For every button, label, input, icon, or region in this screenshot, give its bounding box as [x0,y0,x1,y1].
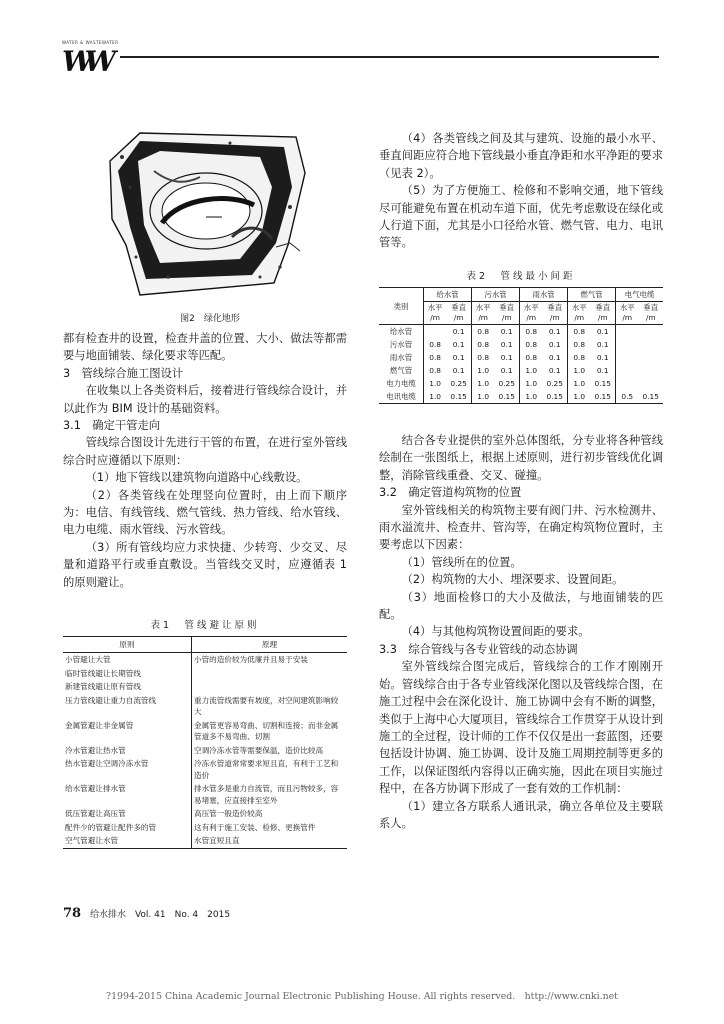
table2-value-cell: 0.25 [446,377,471,390]
table2-value-cell: 0.15 [494,390,519,404]
table1-reason-cell: 小管的造价较为低廉并且易于安装 [194,655,308,664]
table2-value-cell: 0.8 [477,340,490,349]
table2-value-cell: 0.15 [446,390,471,404]
table2-group-header: 给水管 [424,288,472,302]
logo-caption: WATER & WASTEWATER [62,40,119,45]
table2-value-cell: 0.15 [638,390,663,404]
table2-row [379,338,663,351]
table2-value-cell: 0.8 [525,353,538,362]
right-column-top [379,130,663,252]
table1-row [63,757,347,782]
table2-value-cell: 0.8 [477,353,490,362]
table2-value-cell: 0.1 [542,351,567,364]
right-paragraph-6: （1）建立各方联系人通讯录，确立各单位及主要联系人。 [379,799,663,830]
table1-reason-cell [192,667,348,681]
table2-row [379,364,663,377]
table1-reason-cell: 高压管一般造价较高 [194,809,263,818]
table2-value-cell [616,325,639,339]
table2-value-cell: 0.1 [542,338,567,351]
table2-value-cell: 1.0 [472,390,495,404]
table2-value-cell: 1.0 [573,379,586,388]
table2-value-cell: 0.1 [446,325,471,339]
table1-row [63,744,347,758]
figure-terrain-drawing [100,127,312,305]
table2-value-cell: 0.1 [494,364,519,377]
table1-reason-cell: 冷冻水管道常常要求短且直，有利于工艺和造价 [194,759,339,780]
right-column-bottom [379,432,663,832]
table1-caption: 表1 管线避让原则 [150,620,260,631]
table2-value-cell: 0.1 [542,325,567,339]
table2-value-cell: 0.8 [525,327,538,336]
table2-row-label: 给水管 [379,325,424,339]
table2 [379,287,663,404]
table2-value-cell: 0.8 [477,327,490,336]
table2-value-cell: 0.1 [494,338,519,351]
table2-value-cell: 0.8 [573,327,586,336]
right-list-item-2: （2）构筑物的大小、埋深要求、设置间距。 [401,573,624,587]
table2-value-cell: 1.0 [477,366,490,375]
table1-row [63,653,347,667]
right-paragraph-3: 结合各专业提供的室外总体图纸，分专业将各种管线绘制在一张图纸上，根据上述原则，进行初步管线优化调整，消除管线重叠、交叉、碰撞。 [379,434,663,482]
journal-info: 给水排水 Vol. 41 No. 4 2015 [89,910,231,920]
table1-reason-cell: 排水管多是重力自流管，而且污物较多，容易堵塞，应直接排至室外 [194,784,339,805]
figure-caption: 图2 绿化地形 [180,314,240,324]
table2-subheader: 水平 /m [568,302,591,325]
table2-value-cell: 0.1 [446,338,471,351]
table1-principle-cell: 临时管线避让长期管线 [63,667,192,681]
table2-value-cell: 0.1 [494,351,519,364]
table1-principle-cell: 压力管线避让重力自流管线 [63,694,192,719]
table1 [63,636,347,849]
table2-row-label: 电讯电缆 [379,390,424,404]
copyright-notice: ?1994-2015 China Academic Journal Electronic Publishing House. All rights reserved. http://www.cnki.net [106,991,618,1002]
section-3-2-heading: 3.2 确定管道构筑物的位置 [379,486,522,500]
table2-value-cell [638,364,663,377]
left-paragraph-5: （2）各类管线在处理竖向位置时，由上而下顺序为：电信、有线管线、燃气管线、热力管线、给水管线、电力电缆、雨水管线、污水管线。 [63,488,347,537]
left-column [63,330,347,591]
table1-principle-cell: 冷水管避让热水管 [63,744,192,758]
left-paragraph-2: 在收集以上各类资料后，接着进行管线综合设计，并以此作为 BIM 设计的基础资料。 [63,384,347,415]
table1-row [63,667,347,681]
table2-group-header: 电气电缆 [616,288,663,302]
table2-value-cell: 1.0 [568,390,591,404]
table2-subheader: 水平 /m [616,302,639,325]
table2-value-cell [638,325,663,339]
table2-value-cell: 0.1 [542,364,567,377]
table2-value-cell: 0.8 [429,366,442,375]
table1-reason-cell: 这有利于施工安装、检修、更换管件 [194,822,316,832]
table2-row [379,377,663,390]
table2-subheader: 水平 /m [472,302,495,325]
table2-value-cell: 0.8 [573,340,586,349]
table1-principle-cell: 给水管避让排水管 [63,782,192,807]
table2-value-cell: 1.0 [477,379,490,388]
header-rule [120,56,659,58]
table1-row [63,821,347,835]
table2-group-header: 污水管 [472,288,520,302]
table2-subheader: 垂直 /m [446,302,471,325]
table1-header-reason: 原理 [192,637,348,653]
table2-value-cell [616,338,639,351]
right-paragraph-5: 室外管线综合图完成后，管线综合的工作才刚刚开始。管线综合由于各专业管线深化图以及管线综合图，在施工过程中会在深化设计、施工协调中会有不断的调整，类似于上海中心大厦项目，管线综合工作贯穿于从设计到施工的全过程，设计师的工作不仅仅是出一套蓝图，还要包括设计协调、施工协调、设计及施工周期控制等更多的工作，以保证图纸内容得以正确实施，因此在项目实施过程中，在各方协调下形成了一套有效的工作机制： [379,660,663,796]
table2-row-label: 雨水管 [379,351,424,364]
section-3-heading: 3 管线综合施工图设计 [63,366,184,380]
table2-value-cell [424,325,447,339]
left-paragraph-1: 都有检查井的设置，检查井盖的位置、大小、做法等都需要与地面铺装、绿化要求等匹配。 [63,332,347,363]
right-list-item-4: （4）与其他构筑物设置间距的要求。 [401,625,590,639]
table2-value-cell: 0.5 [616,390,639,404]
table1-principle-cell: 低压管避让高压管 [63,807,192,821]
table2-row-label: 燃气管 [379,364,424,377]
table2-subheader: 垂直 /m [542,302,567,325]
table2-value-cell: 0.25 [494,377,519,390]
table2-value-cell: 0.15 [590,390,615,404]
table2-value-cell: 0.15 [590,377,615,390]
table2-group-header: 雨水管 [520,288,568,302]
table2-value-cell [616,364,639,377]
table2-subheader: 水平 /m [424,302,447,325]
right-paragraph-1: （4）各类管线之间及其与建筑、设施的最小水平、垂直间距应符合地下管线最小垂直净距和水平净距的要求（见表 2）。 [379,132,663,180]
table2-value-cell: 0.8 [525,340,538,349]
table2-row-label: 电力电缆 [379,377,424,390]
table1-row [63,680,347,694]
table2-row [379,351,663,364]
table1-principle-cell: 金属管避让非金属管 [63,719,192,744]
terrain-svg [100,127,312,305]
logo-mark: WW [62,45,107,78]
table1-row [63,719,347,744]
table2-subheader: 垂直 /m [590,302,615,325]
table2-value-cell: 0.25 [542,377,567,390]
table1-reason-cell: 重力流管线需要有坡度，对空间建筑影响较大 [194,695,339,716]
table1-principle-cell: 热水管避让空调冷冻水管 [63,757,192,782]
table1-header-principle: 原则 [63,637,192,653]
table2-value-cell: 0.8 [429,340,442,349]
table2-value-cell [638,351,663,364]
table1-row [63,834,347,848]
table2-value-cell: 0.1 [494,325,519,339]
table2-value-cell: 0.1 [590,364,615,377]
right-list-item-3: （3）地面检修口的大小及做法，与地面铺装的匹配。 [379,590,663,622]
table1-reason-cell: 空调冷冻水管等需要保温，造价比较高 [194,745,324,755]
left-paragraph-4: （1）地下管线以建筑物向道路中心线敷设。 [85,471,308,485]
table2-value-cell [638,338,663,351]
table2-value-cell: 1.0 [520,390,543,404]
table1-reason-cell [192,680,348,694]
table2-group-header: 燃气管 [568,288,616,302]
table1-principle-cell: 小管避让大管 [63,653,192,667]
table2-value-cell [638,377,663,390]
table1-row [63,694,347,719]
section-3-1-heading: 3.1 确定干管走向 [63,419,161,433]
table2-subheader: 垂直 /m [638,302,663,325]
table2-value-cell: 0.8 [573,353,586,362]
table1-row [63,782,347,807]
table2-value-cell [616,351,639,364]
table2-value-cell [616,377,639,390]
table2-value-cell: 0.1 [590,338,615,351]
table2-value-cell: 0.1 [446,364,471,377]
table2-value-cell: 1.0 [573,366,586,375]
table2-caption: 表2 管线最小间距 [466,271,576,282]
table2-value-cell: 0.1 [446,351,471,364]
section-3-3-heading: 3.3 综合管线与各专业管线的动态协调 [379,642,578,656]
right-paragraph-4: 室外管线相关的构筑物主要有阀门井、污水检测井、雨水溢流井、检查井、管沟等，在确定构筑物位置时，主要考虑以下因素： [379,503,663,552]
table2-row [379,325,663,339]
table1-reason-cell: 金属管更容易弯曲、切割和连接；而非金属管道多不易弯曲、切割 [194,720,339,741]
table1-principle-cell: 新建管线避让原有管线 [63,680,192,694]
table2-row-label: 污水管 [379,338,424,351]
table1-row [63,807,347,821]
table2-value-cell: 1.0 [429,379,442,388]
table2-subheader: 垂直 /m [494,302,519,325]
table2-value-cell: 1.0 [525,366,538,375]
table2-value-cell: 1.0 [424,390,447,404]
table2-row [379,390,663,404]
table1-principle-cell: 配件少的管避让配件多的管 [63,821,192,835]
table2-value-cell: 0.15 [542,390,567,404]
table2-type-header: 类别 [379,288,424,325]
page-number: 78 [63,906,82,921]
table2-value-cell: 1.0 [525,379,538,388]
table2-value-cell: 0.1 [590,351,615,364]
table1-principle-cell: 空气管避让水管 [63,834,192,848]
right-list-item-1: （1）管线所在的位置。 [401,555,522,569]
table2-value-cell: 0.8 [429,353,442,362]
journal-logo [62,40,122,82]
page-footer [63,906,230,921]
left-paragraph-3: 管线综合图设计先进行干管的布置，在进行室外管线综合时应遵循以下原则： [63,436,347,467]
table1-reason-cell: 水管宜短且直 [192,834,348,848]
table2-subheader: 水平 /m [520,302,543,325]
left-paragraph-6: （3）所有管线均应力求快捷、少转弯、少交叉、尽量和道路平行或垂直敷设。当管线交叉时，应遵循表 1 的原则避让。 [63,540,347,589]
table2-value-cell: 0.1 [590,325,615,339]
right-paragraph-2: （5）为了方便施工、检修和不影响交通，地下管线尽可能避免布置在机动车道下面，优先考虑敷设在绿化或人行道下面，尤其是小口径给水管、燃气管、电力、电讯管等。 [379,184,663,250]
